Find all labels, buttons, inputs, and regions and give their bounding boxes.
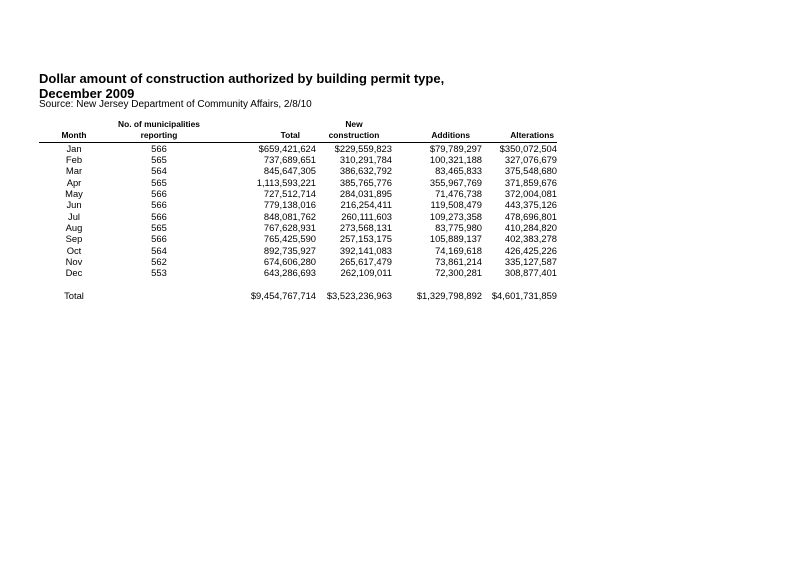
cell-additions: 355,967,769 bbox=[429, 176, 482, 188]
cell-month: Jul bbox=[68, 210, 80, 222]
cell-new-construction: 386,632,792 bbox=[339, 165, 392, 177]
cell-additions: 83,465,833 bbox=[435, 165, 482, 177]
table-row bbox=[39, 245, 557, 256]
cell-reporting: 565 bbox=[151, 154, 167, 166]
cell-additions: 105,889,137 bbox=[429, 233, 482, 245]
cell-alterations: $350,072,504 bbox=[499, 142, 557, 154]
cell-additions: 72,300,281 bbox=[435, 267, 482, 279]
cell-additions: 74,169,618 bbox=[435, 244, 482, 256]
cell-new-construction: 392,141,083 bbox=[339, 244, 392, 256]
table-footer bbox=[39, 279, 557, 301]
cell-new-construction: 265,617,479 bbox=[339, 256, 392, 268]
cell-additions: 83,775,980 bbox=[435, 222, 482, 234]
table-row bbox=[39, 177, 557, 188]
table-row bbox=[39, 233, 557, 244]
cell-additions: 109,273,358 bbox=[429, 210, 482, 222]
cell-alterations: 327,076,679 bbox=[504, 154, 557, 166]
header-alterations: Alterations bbox=[482, 130, 557, 142]
cell-new-construction: 310,291,784 bbox=[339, 154, 392, 166]
cell-month: Feb bbox=[65, 154, 83, 166]
cell-reporting: 566 bbox=[151, 210, 167, 222]
report-title-line-2: December 2009 bbox=[39, 86, 135, 101]
cell-new-construction: 260,111,603 bbox=[341, 210, 392, 222]
table-row bbox=[39, 199, 557, 210]
cell-additions: $79,789,297 bbox=[429, 142, 482, 154]
report-title-line-1: Dollar amount of construction authorized by building permit type, bbox=[39, 71, 445, 86]
header-row-top bbox=[39, 119, 557, 130]
report-title bbox=[39, 71, 444, 101]
total-new-construction: $3,523,236,963 bbox=[326, 289, 392, 301]
cell-additions: 73,861,214 bbox=[435, 256, 482, 268]
cell-new-construction: 273,568,131 bbox=[339, 222, 392, 234]
header-additions: Additions bbox=[392, 130, 482, 142]
spacer-cell bbox=[39, 279, 557, 290]
cell-total: 767,628,931 bbox=[263, 222, 316, 234]
cell-alterations: 308,877,401 bbox=[504, 267, 557, 279]
source-note: Source: New Jersey Department of Community Affairs, 2/8/10 bbox=[39, 99, 312, 110]
cell-alterations: 402,383,278 bbox=[504, 233, 557, 245]
cell-total: 848,081,762 bbox=[263, 210, 316, 222]
total-total: $9,454,767,714 bbox=[250, 289, 316, 301]
cell-additions: 71,476,738 bbox=[435, 188, 482, 200]
cell-reporting: 566 bbox=[151, 199, 167, 211]
header-construction: construction bbox=[316, 130, 392, 142]
cell-month: May bbox=[65, 188, 83, 200]
cell-alterations: 372,004,081 bbox=[504, 188, 557, 200]
spacer-row bbox=[39, 279, 557, 290]
cell-month: Jun bbox=[66, 199, 82, 211]
cell-month: Sep bbox=[65, 233, 83, 245]
cell-new-construction: 257,153,175 bbox=[339, 233, 392, 245]
cell-alterations: 335,127,587 bbox=[504, 256, 557, 268]
cell-additions: 119,508,479 bbox=[430, 199, 482, 211]
cell-total: 643,286,693 bbox=[263, 267, 316, 279]
cell-reporting: 565 bbox=[151, 176, 167, 188]
total-row bbox=[39, 290, 557, 301]
table-row bbox=[39, 188, 557, 199]
cell-month: Nov bbox=[65, 256, 83, 268]
header-new: New bbox=[345, 119, 363, 129]
cell-alterations: 371,859,676 bbox=[504, 176, 557, 188]
cell-new-construction: 216,254,411 bbox=[340, 199, 392, 211]
table-row bbox=[39, 222, 557, 233]
cell-total: 779,138,016 bbox=[263, 199, 316, 211]
total-additions: $1,329,798,892 bbox=[416, 289, 482, 301]
header-reporting: reporting bbox=[109, 130, 209, 142]
header-row-bottom bbox=[39, 130, 557, 142]
cell-month: Mar bbox=[65, 165, 83, 177]
cell-new-construction: 284,031,895 bbox=[339, 188, 392, 200]
header-empty bbox=[482, 119, 557, 130]
cell-new-construction: 385,765,776 bbox=[339, 176, 392, 188]
table-row bbox=[39, 256, 557, 267]
table-row bbox=[39, 165, 557, 176]
cell-reporting: 566 bbox=[151, 233, 167, 245]
cell-month: Aug bbox=[65, 222, 83, 234]
cell-reporting: 566 bbox=[151, 142, 167, 154]
cell-month: Oct bbox=[66, 244, 82, 256]
cell-total: 737,689,651 bbox=[263, 154, 316, 166]
total-alterations: $4,601,731,859 bbox=[491, 289, 557, 301]
header-empty bbox=[39, 119, 109, 130]
table-row bbox=[39, 142, 557, 154]
header-total: Total bbox=[209, 130, 316, 142]
cell-month: Dec bbox=[65, 267, 83, 279]
header-municipalities: No. of municipalities bbox=[118, 119, 200, 129]
cell-reporting: 562 bbox=[151, 256, 167, 268]
cell-total: 892,735,927 bbox=[263, 244, 316, 256]
cell-alterations: 426,425,226 bbox=[504, 244, 557, 256]
table-row bbox=[39, 211, 557, 222]
cell-month: Apr bbox=[66, 176, 82, 188]
cell-alterations: 443,375,126 bbox=[504, 199, 557, 211]
table-row bbox=[39, 154, 557, 165]
cell-reporting: 564 bbox=[151, 165, 167, 177]
cell-total: 765,425,590 bbox=[263, 233, 316, 245]
cell-total: 727,512,714 bbox=[263, 188, 316, 200]
total-reporting-empty bbox=[109, 290, 209, 301]
header-empty bbox=[209, 119, 316, 130]
cell-reporting: 553 bbox=[151, 267, 167, 279]
table-row bbox=[39, 267, 557, 278]
cell-total: $659,421,624 bbox=[258, 142, 316, 154]
cell-alterations: 478,696,801 bbox=[504, 210, 557, 222]
cell-reporting: 565 bbox=[151, 222, 167, 234]
cell-new-construction: 262,109,011 bbox=[340, 267, 392, 279]
total-label: Total bbox=[64, 289, 84, 301]
cell-month: Jan bbox=[66, 142, 82, 154]
cell-alterations: 375,548,680 bbox=[504, 165, 557, 177]
cell-reporting: 564 bbox=[151, 244, 167, 256]
cell-additions: 100,321,188 bbox=[429, 154, 482, 166]
cell-alterations: 410,284,820 bbox=[504, 222, 557, 234]
cell-total: 674,606,280 bbox=[263, 256, 316, 268]
cell-total: 845,647,305 bbox=[263, 165, 316, 177]
cell-reporting: 566 bbox=[151, 188, 167, 200]
cell-new-construction: $229,559,823 bbox=[334, 142, 392, 154]
header-month: Month bbox=[39, 130, 109, 142]
permit-table bbox=[39, 119, 557, 301]
header-empty bbox=[392, 119, 482, 130]
table-body bbox=[39, 142, 557, 279]
cell-total: 1,113,593,221 bbox=[256, 176, 316, 188]
